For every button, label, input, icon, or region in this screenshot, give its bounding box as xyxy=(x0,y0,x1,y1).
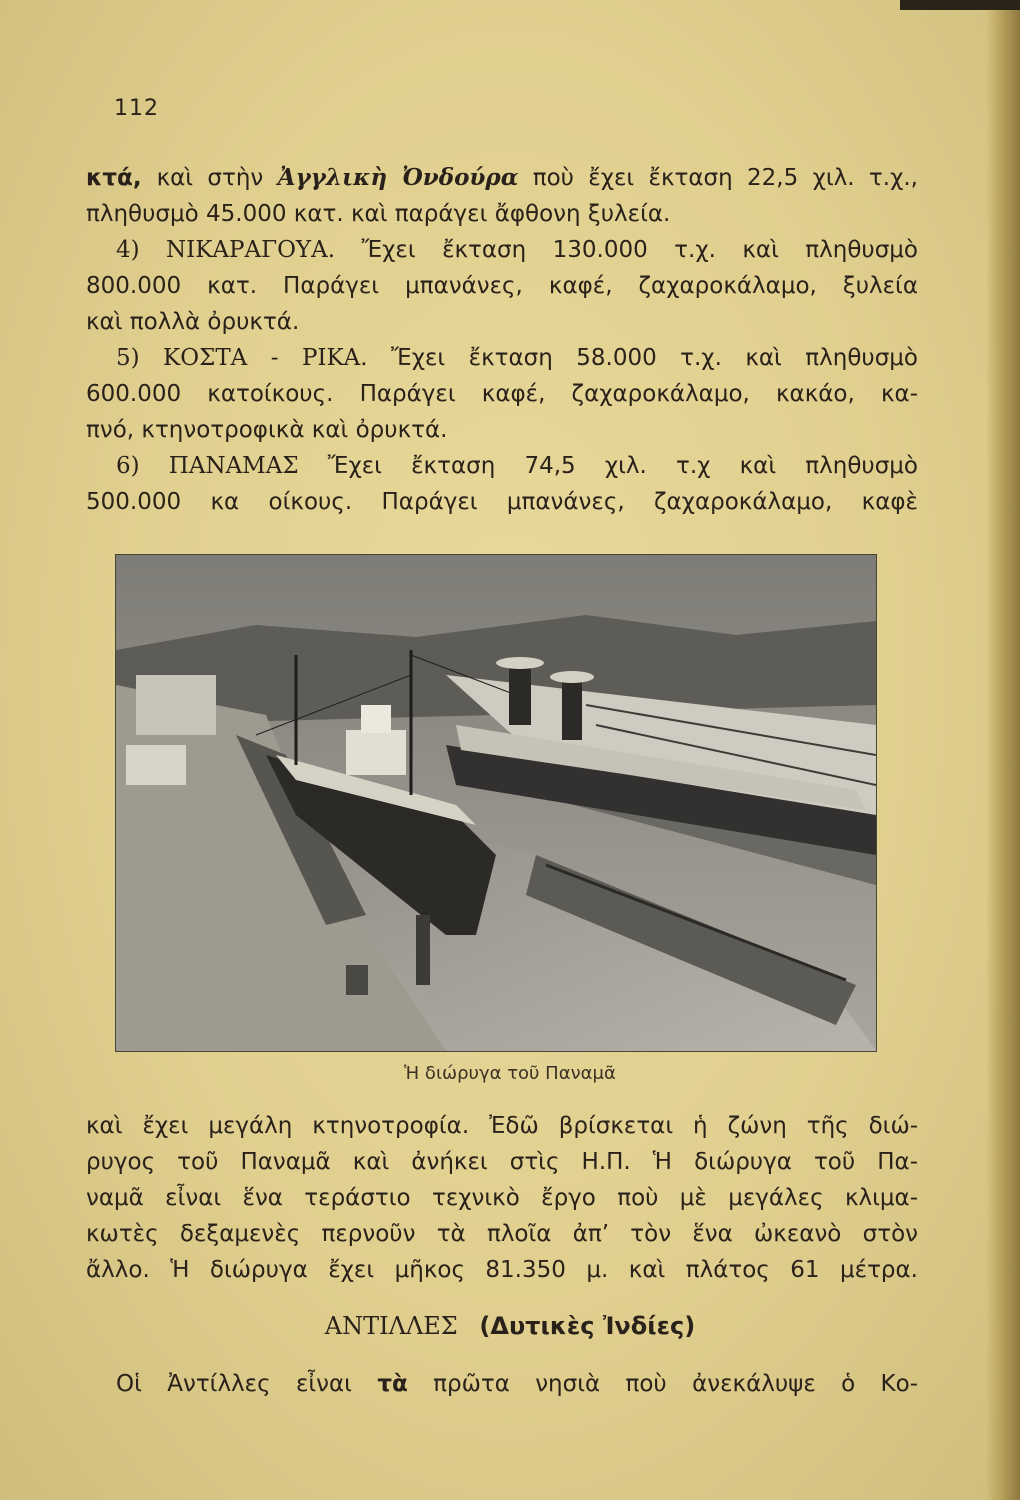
text-line: καὶ ἔχει μεγάλη κτηνοτροφία. Ἐδῶ βρίσκεται ἡ ζώνη τῆς διώ- xyxy=(86,1113,918,1139)
text-line: 500.000 κα οίκους. Παράγει μπανάνες, ζαχαροκάλαμο, καφὲ xyxy=(86,489,918,515)
text-line: πληθυσμὸ 45.000 κατ. καὶ παράγει ἄφθονη ξυλεία. xyxy=(86,201,671,227)
section-nicaragua-line xyxy=(86,232,918,268)
section-heading: 5) ΚΟΣΤΑ - ΡΙΚΑ. xyxy=(116,345,368,371)
text-line xyxy=(86,160,918,196)
binding-strip xyxy=(900,0,1020,10)
text-fragment: Ἔχει ἔκταση 74,5 χιλ. τ.χ καὶ πληθυσμὸ xyxy=(298,453,918,479)
photo-illustration xyxy=(116,555,876,1051)
section-heading-antilles xyxy=(0,1312,1020,1340)
text-fragment: καὶ στὴν xyxy=(156,165,278,191)
panama-canal-photo xyxy=(116,555,876,1051)
place-name-italic: Ἀγγλικὴ Ὀνδούρα xyxy=(277,164,519,191)
section-heading: 4) ΝΙΚΑΡΑΓΟΥΑ. xyxy=(116,237,336,263)
page-edge-shadow xyxy=(986,0,1020,1500)
text-line: καὶ πολλὰ ὀρυκτά. xyxy=(86,309,300,335)
text-fragment: Ἔχει ἔκταση 58.000 τ.χ. καὶ πληθυσμὸ xyxy=(367,345,918,371)
text-fragment: Ἔχει ἔκταση 130.000 τ.χ. καὶ πληθυσμὸ xyxy=(335,237,918,263)
upper-text-block xyxy=(86,160,918,520)
bold-fragment: τὰ xyxy=(377,1371,408,1397)
text-fragment: Οἱ Ἀντίλλες εἶναι xyxy=(116,1371,378,1397)
text-line: 600.000 κατοίκους. Παράγει καφέ, ζαχαροκάλαμο, κακάο, κα- xyxy=(86,381,918,407)
text-line: 800.000 κατ. Παράγει μπανάνες, καφέ, ζαχαροκάλαμο, ξυλεία xyxy=(86,273,918,299)
text-fragment: πρῶτα νησιὰ ποὺ ἀνεκάλυψε ὁ Κο- xyxy=(407,1371,918,1397)
section-heading: 6) ΠΑΝΑΜΑΣ xyxy=(116,453,299,479)
antilles-text-block xyxy=(86,1366,918,1402)
text-line: κωτὲς δεξαμενὲς περνοῦν τὰ πλοῖα ἀπ’ τὸν ἕνα ὠκεανὸ στὸν xyxy=(86,1221,918,1247)
section-panama-line xyxy=(86,448,918,484)
text-fragment: ποὺ ἔχει ἔκταση 22,5 χιλ. τ.χ., xyxy=(518,165,918,191)
lower-text-block xyxy=(86,1108,918,1288)
text-line: ἄλλο. Ἡ διώρυγα ἔχει μῆκος 81.350 μ. καὶ πλάτος 61 μέτρα. xyxy=(86,1257,918,1283)
text-line: πνό, κτηνοτροφικὰ καὶ ὀρυκτά. xyxy=(86,417,448,443)
text-line: ρυγος τοῦ Παναμᾶ καὶ ἀνήκει στὶς Η.Π. Ἡ διώρυγα τοῦ Πα- xyxy=(86,1149,918,1175)
photo-caption: Ἡ διώρυγα τοῦ Παναμᾶ xyxy=(404,1063,616,1084)
text-line: ναμᾶ εἶναι ἕνα τεράστιο τεχνικὸ ἔργο ποὺ μὲ μεγάλες κλιμα- xyxy=(86,1185,918,1211)
bold-fragment: κτά, xyxy=(86,165,157,191)
text-line xyxy=(86,1366,918,1402)
section-costa-rica-line xyxy=(86,340,918,376)
heading-subtitle: (Δυτικὲς Ἰνδίες) xyxy=(479,1312,696,1340)
heading-main: ΑΝΤΙΛΛΕΣ xyxy=(324,1312,458,1340)
page-number: 112 xyxy=(114,96,159,121)
